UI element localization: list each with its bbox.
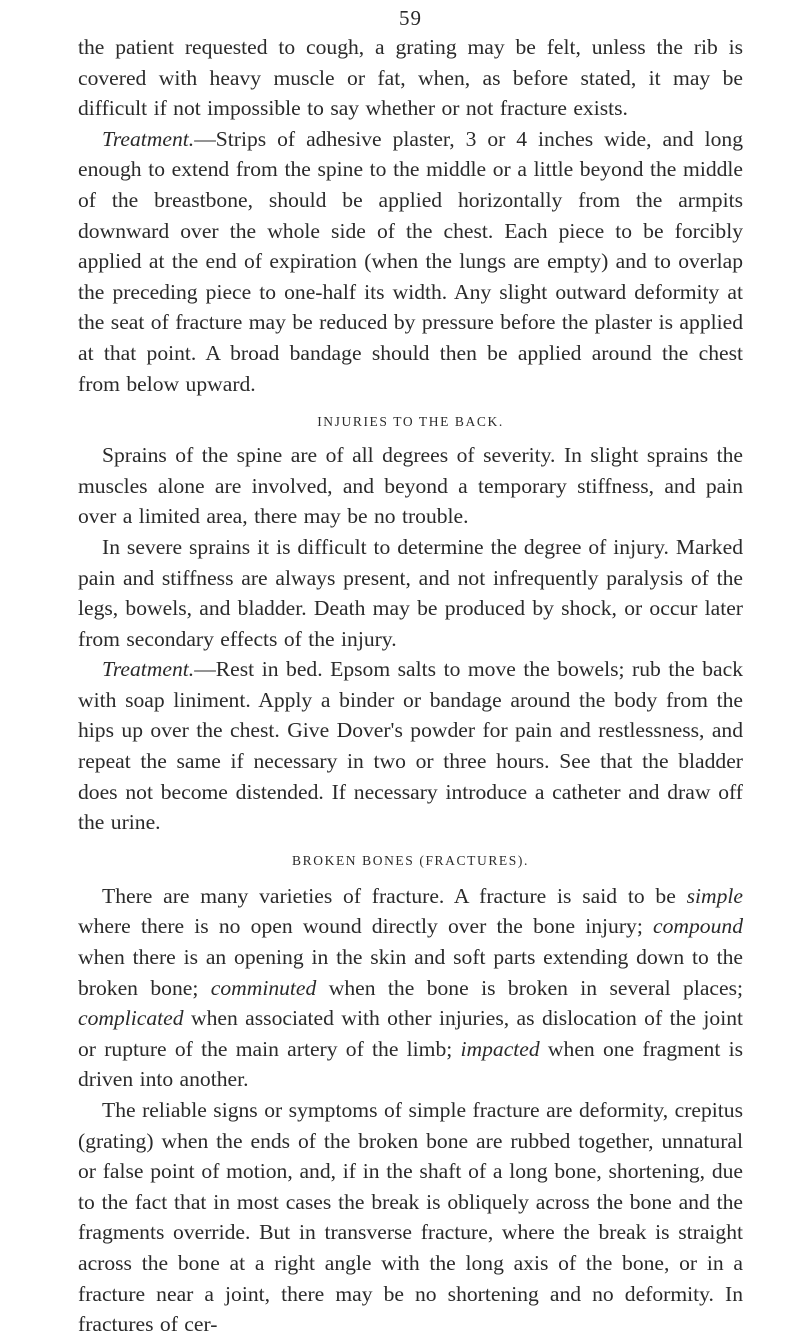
paragraph-spine-sprains: Sprains of the spine are of all degrees of severity. In slight sprains the muscles alone are involved, and beyond a temporary stiffness, and pain over a limited area, there may be no trouble. [78,443,743,529]
page-number: 59 [399,6,422,30]
treatment-lead: Treatment. [102,657,195,682]
paragraph-severe-sprains: In severe sprains it is difficult to determine the degree of injury. Marked pain and stiffness are always present, and not infrequently paralysis of the legs, bowels, and bladder. Death may be produced by shock, or occur later from secondary effects of the injury. [78,534,743,651]
treatment-lead: Treatment. [102,126,195,151]
book-page [78,0,743,1340]
heading-broken-bones: BROKEN BONES (FRACTURES). [292,852,529,868]
paragraph-fracture-varieties: There are many varieties of fracture. A fracture is said to be simple where there is no open wound directly over the bone injury; compound when there is an opening in the skin and soft parts extending down to the broken bone; comminuted when the bone is broken in several places; complicated when associated with other injuries, as dislocation of the joint or rupture of the main artery of the limb; impacted when one fragment is driven into another. [78,883,743,1092]
heading-injuries-to-the-back: INJURIES TO THE BACK. [317,414,504,430]
treatment-text: —Rest in bed. Epsom salts to move the bowels; rub the back with soap liniment. Apply a binder or bandage around the body from the hips up over the chest. Give Dover's powder for pain and restlessness, and repeat the same if necessary in two or three hours. See that the bladder does not become distended. If necessary introduce a catheter and draw off the urine. [78,657,743,835]
term-complicated: complicated [78,1006,184,1031]
paragraph-back-treatment [78,654,743,838]
term-compound: compound [653,914,743,939]
paragraph-rib-treatment [78,124,743,399]
treatment-text: —Strips of adhesive plaster, 3 or 4 inches wide, and long enough to extend from the spine to the middle or a little beyond the middle of the breastbone, should be applied horizontally from the armpits downward over the whole side of the chest. Each piece to be forcibly applied at the end of expiration (when the lungs are empty) and to overlap the preceding piece to one-half its width. Any slight outward deformity at the seat of fracture may be reduced by pressure before the plaster is applied at that point. A broad bandage should then be applied around the chest from below upward. [78,126,743,396]
paragraph-rib-fracture-signs: the patient requested to cough, a grating may be felt, unless the rib is covered with heavy muscle or fat, when, as before stated, it may be difficult if not impossible to say whether or not fracture exists. [78,35,743,121]
term-impacted: impacted [460,1036,540,1061]
paragraph-fracture-signs: The reliable signs or symptoms of simple fracture are deformity, crepitus (grating) when the ends of the broken bone are rubbed together, unnatural or false point of motion, and, if in the shaft of a long bone, shortening, due to the fact that in most cases the break is obliquely across the bone and the fragments override. But in transverse fracture, where the break is straight across the bone at a right angle with the long axis of the bone, or in a fracture near a joint, there may be no shortening and no deformity. In fractures of cer- [78,1098,743,1337]
term-comminuted: comminuted [210,975,317,1000]
term-simple: simple [686,883,743,908]
